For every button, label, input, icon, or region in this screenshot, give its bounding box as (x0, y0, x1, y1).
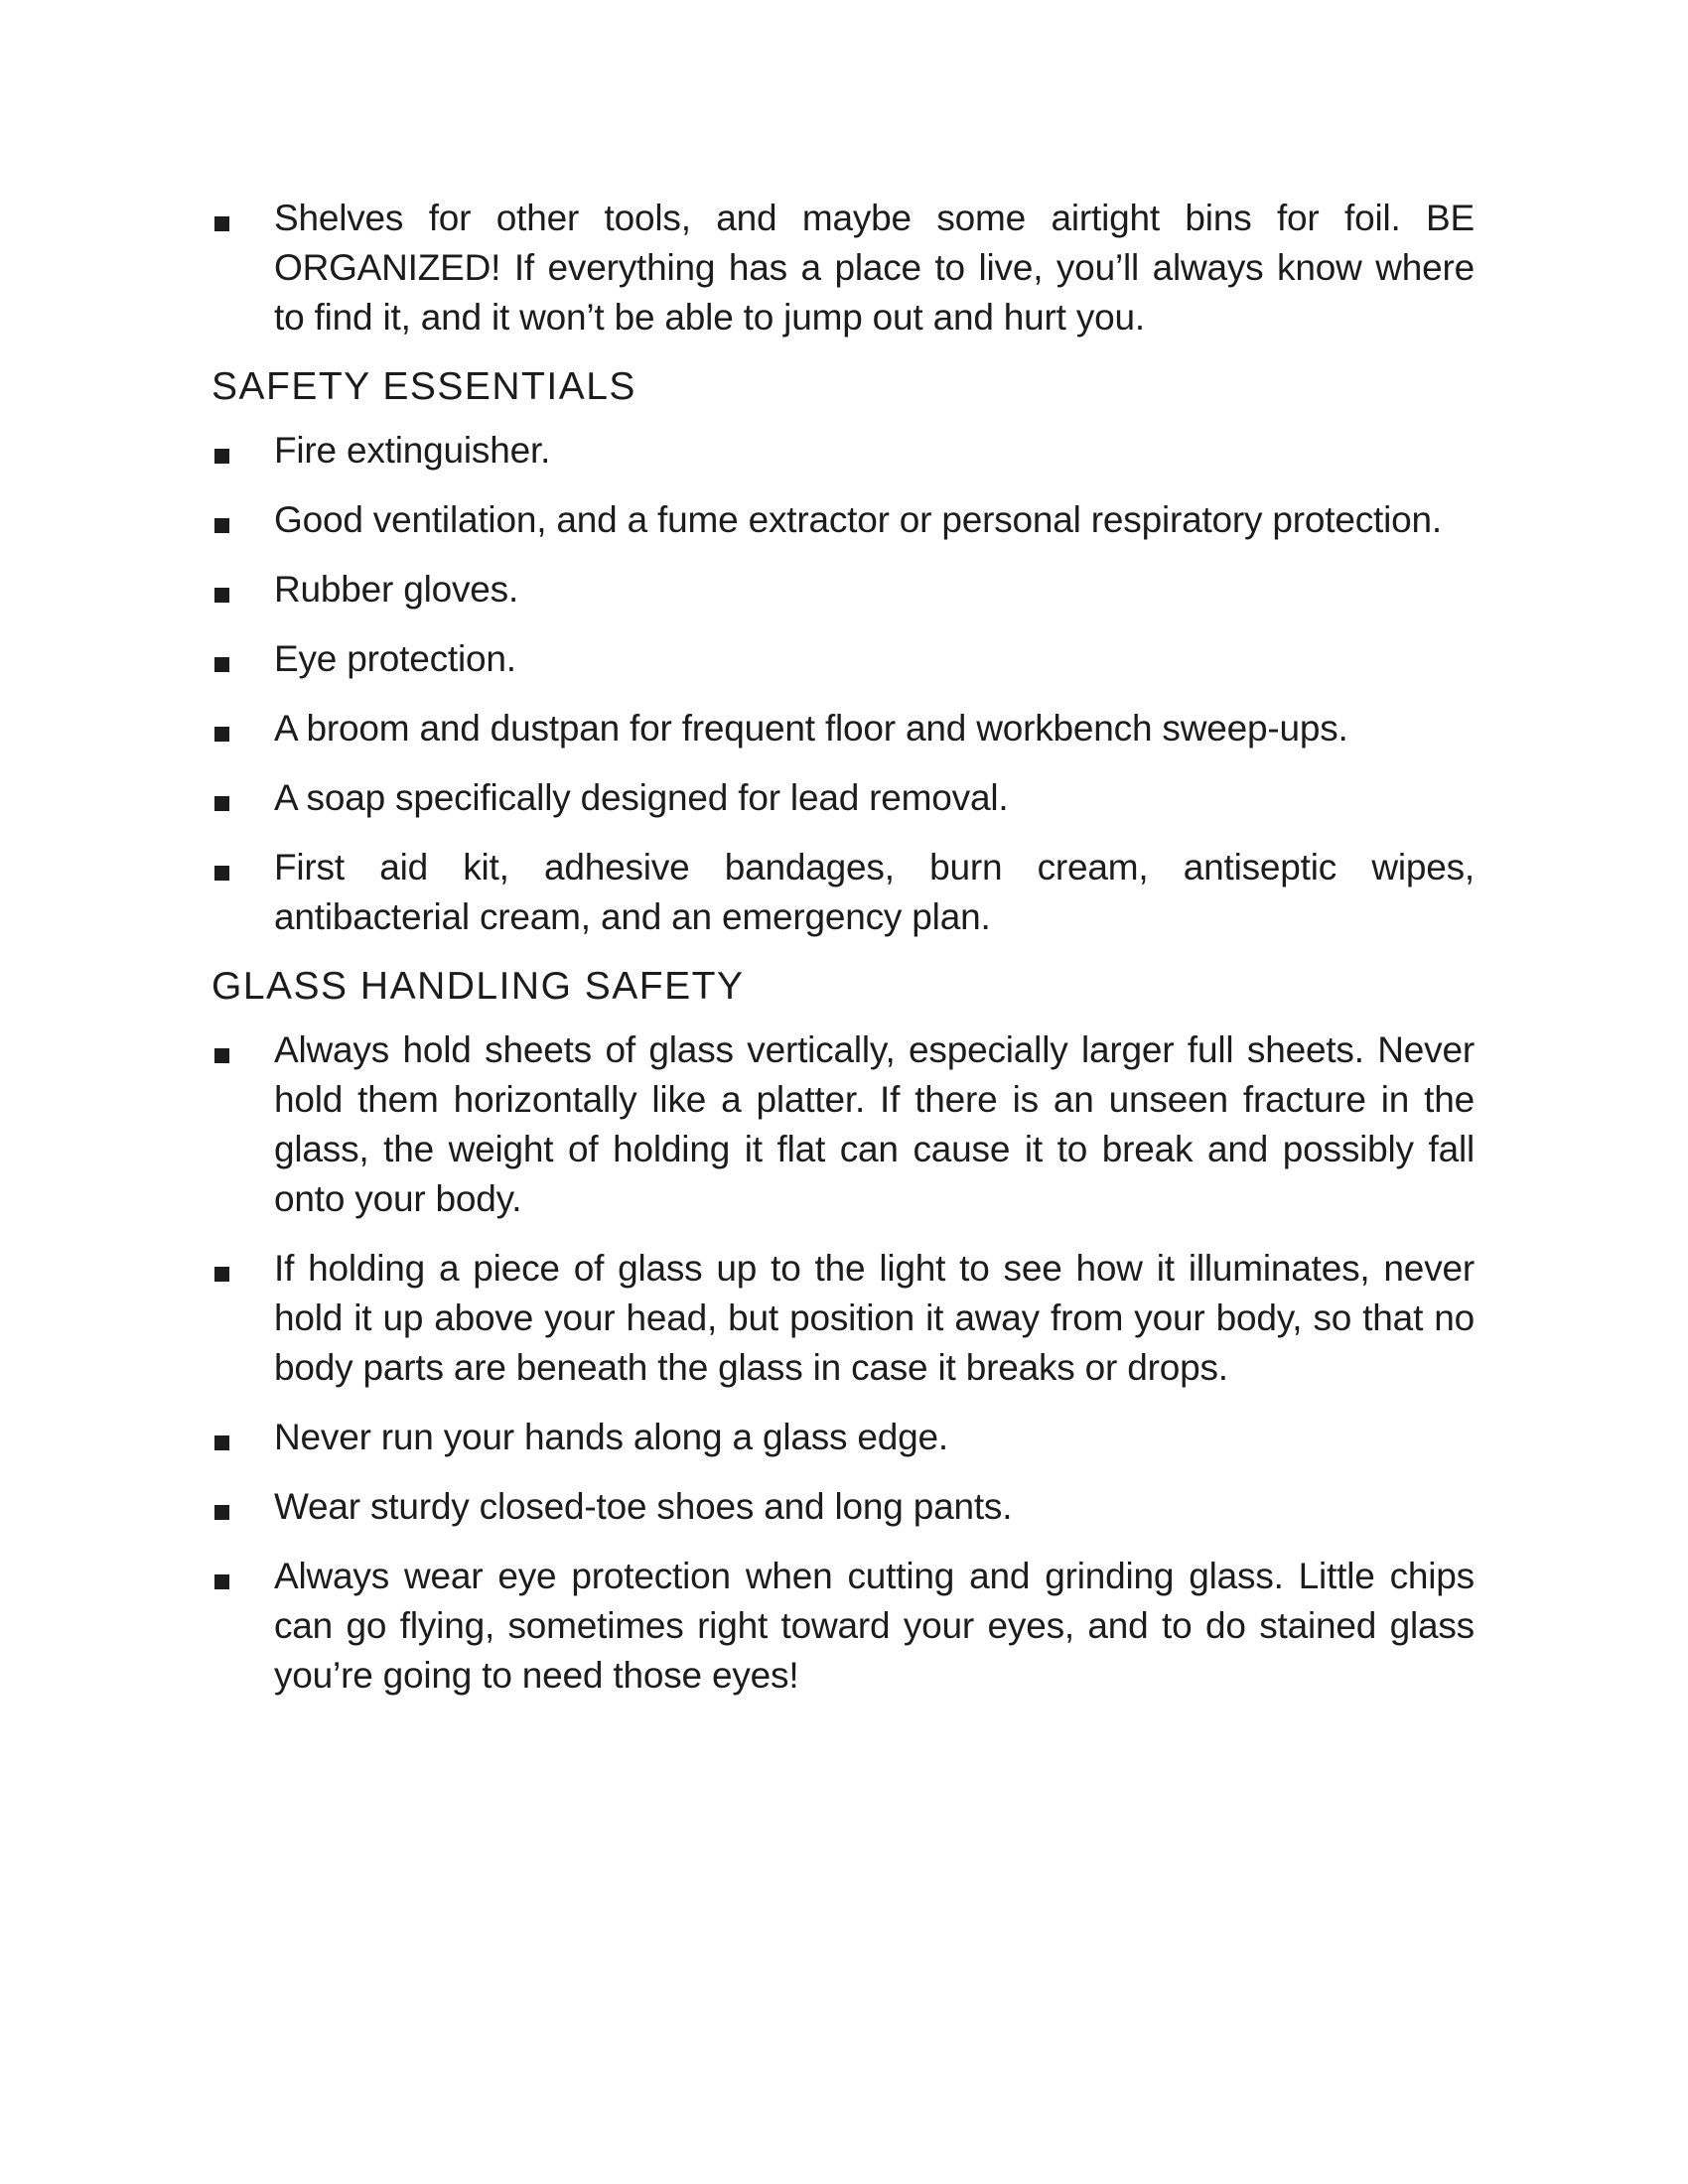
list-item-text: Always wear eye protection when cutting and grinding glass. Little chips can go flying, sometimes right toward your eyes, and to do stained glass you’re going to need those eyes! (274, 1556, 1475, 1696)
square-bullet-icon (214, 866, 229, 881)
intro-list (211, 194, 1475, 342)
glass-handling-safety-list (211, 1025, 1475, 1701)
square-bullet-icon (214, 518, 229, 533)
list-item-text: A broom and dustpan for frequent floor and workbench sweep-ups. (274, 708, 1348, 749)
list-item-text: First aid kit, adhesive bandages, burn cream, antiseptic wipes, antibacterial cream, and an emergency plan. (274, 847, 1475, 937)
list-item-text: Good ventilation, and a fume extractor or personal respiratory protection. (274, 499, 1442, 540)
list-item (211, 1482, 1475, 1532)
square-bullet-icon (214, 449, 229, 464)
list-item (211, 773, 1475, 823)
list-item-text: Fire extinguisher. (274, 430, 551, 471)
square-bullet-icon (214, 216, 229, 231)
list-item-text: Never run your hands along a glass edge. (274, 1417, 948, 1457)
square-bullet-icon (214, 796, 229, 811)
list-item-text: Shelves for other tools, and maybe some airtight bins for foil. BE ORGANIZED! If everything has a place to live, you’ll always know where to find it, and it won’t be able to jump out and hurt you. (274, 198, 1475, 338)
list-item (211, 843, 1475, 942)
safety-essentials-list (211, 426, 1475, 942)
square-bullet-icon (214, 1505, 229, 1520)
square-bullet-icon (214, 1435, 229, 1450)
list-item (211, 1025, 1475, 1224)
square-bullet-icon (214, 1574, 229, 1589)
list-item (211, 565, 1475, 614)
list-item (211, 634, 1475, 684)
list-item (211, 1244, 1475, 1393)
list-item (211, 194, 1475, 342)
list-item (211, 704, 1475, 753)
list-item-text: If holding a piece of glass up to the light to see how it illuminates, never hold it up above your head, but position it away from your body, so that no body parts are beneath the glass in case it breaks or drops. (274, 1248, 1475, 1388)
list-item-text: Wear sturdy closed-toe shoes and long pants. (274, 1486, 1013, 1527)
square-bullet-icon (214, 1048, 229, 1063)
square-bullet-icon (214, 1267, 229, 1282)
list-item-text: Rubber gloves. (274, 569, 519, 610)
list-item (211, 426, 1475, 476)
square-bullet-icon (214, 657, 229, 672)
list-item-text: Eye protection. (274, 638, 516, 679)
square-bullet-icon (214, 727, 229, 742)
list-item (211, 1552, 1475, 1701)
section-heading-glass-handling-safety: GLASS HANDLING SAFETY (211, 965, 745, 1008)
square-bullet-icon (214, 588, 229, 603)
document-page (211, 194, 1475, 1720)
list-item-text: A soap specifically designed for lead removal. (274, 777, 1009, 818)
list-item (211, 495, 1475, 545)
list-item (211, 1413, 1475, 1462)
list-item-text: Always hold sheets of glass vertically, especially larger full sheets. Never hold them horizontally like a platter. If there is an unseen fracture in the glass, the weight of holding it flat can cause it to break and possibly fall onto your body. (274, 1029, 1475, 1219)
section-heading-safety-essentials: SAFETY ESSENTIALS (211, 365, 636, 408)
